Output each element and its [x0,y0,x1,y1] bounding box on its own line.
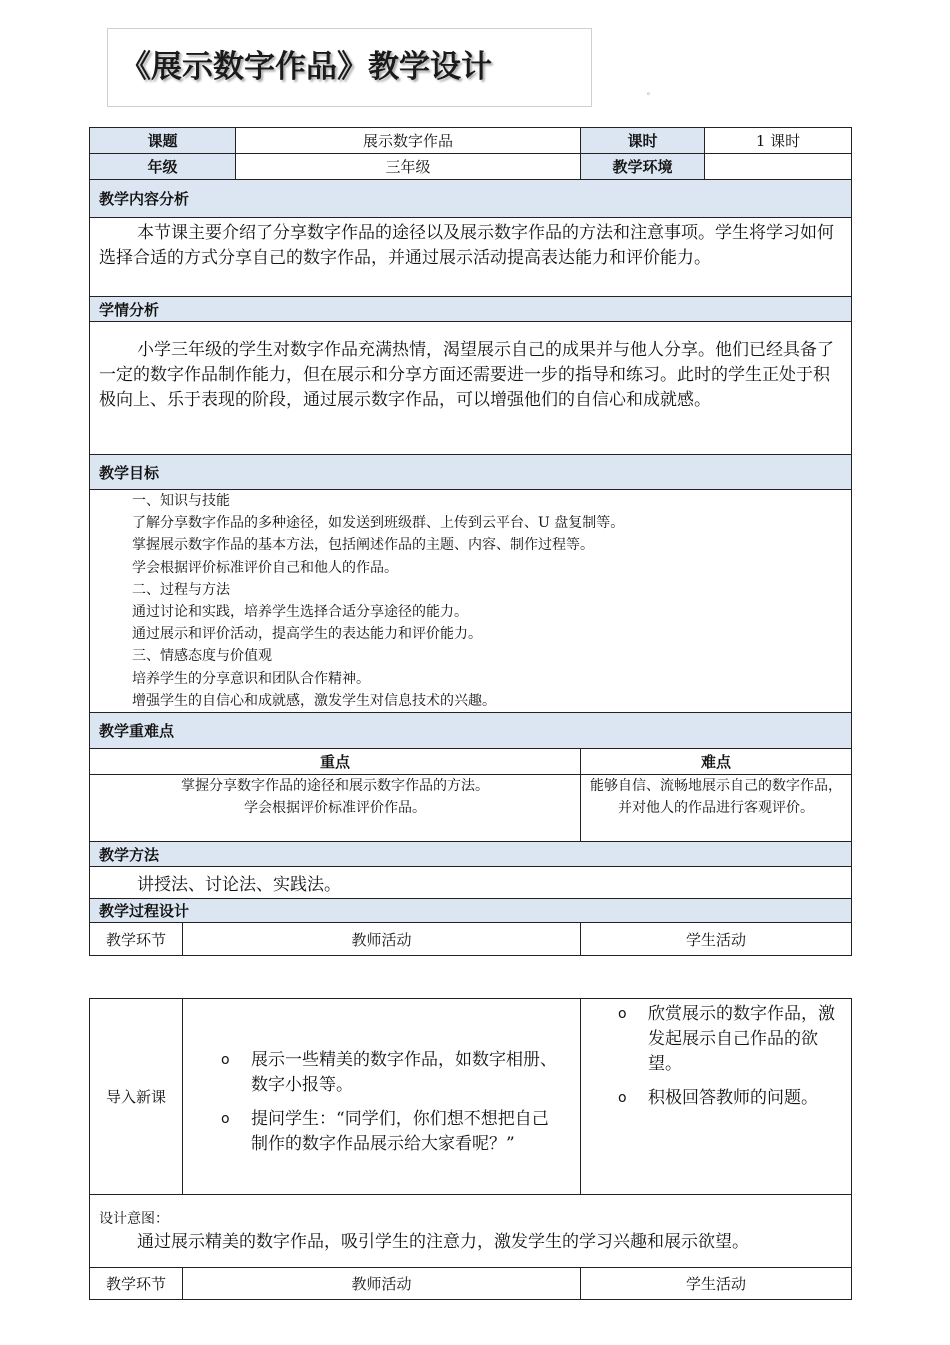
learner-analysis-text: 小学三年级的学生对数字作品充满热情，渴望展示自己的成果并与他人分享。他们已经具备了一定的数字作品制作能力，但在展示和分享方面还需要进一步的指导和练习。此时的学生正处于积极向上、乐于表现的阶段，通过展示数字作品，可以增强他们的自信心和成就感。 [89,321,852,455]
grade-label: 年级 [89,153,236,180]
process-heading: 教学过程设计 [89,898,852,923]
document-title: 《展示数字作品》教学设计 [120,49,492,85]
stage-name: 导入新课 [89,998,183,1195]
hours-value: 1 课时 [704,127,852,154]
difficulty-label: 难点 [580,748,852,775]
bullet-icon: o [221,1052,230,1068]
teacher-item: o 提问学生：“同学们，你们想不想把自己制作的数字作品展示给大家看呢？” [221,1109,549,1154]
teacher-activity [182,998,581,1195]
objective-line: 掌握展示数字作品的基本方法，包括阐述作品的主题、内容、制作过程等。 [132,537,594,554]
design-intent-text: 通过展示精美的数字作品，吸引学生的注意力，激发学生的学习兴趣和展示欲望。 [137,1232,749,1252]
key-points-heading: 教学重难点 [89,712,852,749]
objective-line: 通过展示和评价活动，提高学生的表达能力和评价能力。 [132,626,482,643]
student-activity [580,998,852,1195]
methods-text: 讲授法、讨论法、实践法。 [89,866,852,899]
objectives-heading: 教学目标 [89,454,852,490]
objective-line: 培养学生的分享意识和团队合作精神。 [132,670,370,687]
bullet-icon: o [618,1006,627,1022]
env-label: 教学环境 [580,153,705,180]
header-dot: 。 [647,87,655,96]
key-text [89,774,581,842]
col-stage: 教学环节 [89,922,183,956]
bullet-icon: o [618,1090,627,1106]
key-line: 学会根据评价标准评价作品。 [244,800,426,816]
key-label: 重点 [89,748,581,775]
design-intent-label: 设计意图： [99,1211,169,1227]
content-analysis-text: 本节课主要介绍了分享数字作品的途径以及展示数字作品的方法和注意事项。学生将学习如何选择合适的方式分享自己的数字作品，并通过展示活动提高表达能力和评价能力。 [89,217,852,297]
objective-line: 一、知识与技能 [132,493,230,509]
key-line: 掌握分享数字作品的途径和展示数字作品的方法。 [181,778,489,794]
methods-heading: 教学方法 [89,841,852,867]
objective-line: 增强学生的自信心和成就感，激发学生对信息技术的兴趣。 [132,692,496,709]
objectives-body [89,489,852,713]
student-item: o 欣赏展示的数字作品，激发起展示自己作品的欲望。 [618,1004,835,1074]
content-analysis-heading: 教学内容分析 [89,179,852,218]
col-student: 学生活动 [580,922,852,956]
col-teacher: 教师活动 [182,922,581,956]
objective-line: 通过讨论和实践，培养学生选择合适分享途径的能力。 [132,604,468,621]
objective-line: 了解分享数字作品的多种途径，如发送到班级群、上传到云平台、U 盘复制等。 [132,515,625,532]
topic-value: 展示数字作品 [235,127,581,154]
student-item: o 积极回答教师的问题。 [618,1086,841,1111]
title-box [107,28,592,107]
objective-line: 学会根据评价标准评价自己和他人的作品。 [132,559,398,576]
teacher-item: o 展示一些精美的数字作品，如数字相册、数字小报等。 [221,1050,557,1095]
bullet-icon: o [221,1111,230,1127]
footer-col-teacher: 教师活动 [182,1267,581,1300]
footer-col-student: 学生活动 [580,1267,852,1300]
objective-line: 二、过程与方法 [132,581,230,598]
difficulty-text: 能够自信、流畅地展示自己的数字作品，并对他人的作品进行客观评价。 [580,774,852,842]
learner-analysis-heading: 学情分析 [89,296,852,322]
footer-col-stage: 教学环节 [89,1267,183,1300]
env-value [704,153,852,180]
design-intent [89,1194,852,1268]
grade-value: 三年级 [235,153,581,180]
objective-line: 三、情感态度与价值观 [132,648,272,665]
hours-label: 课时 [580,127,705,154]
topic-label: 课题 [89,127,236,154]
